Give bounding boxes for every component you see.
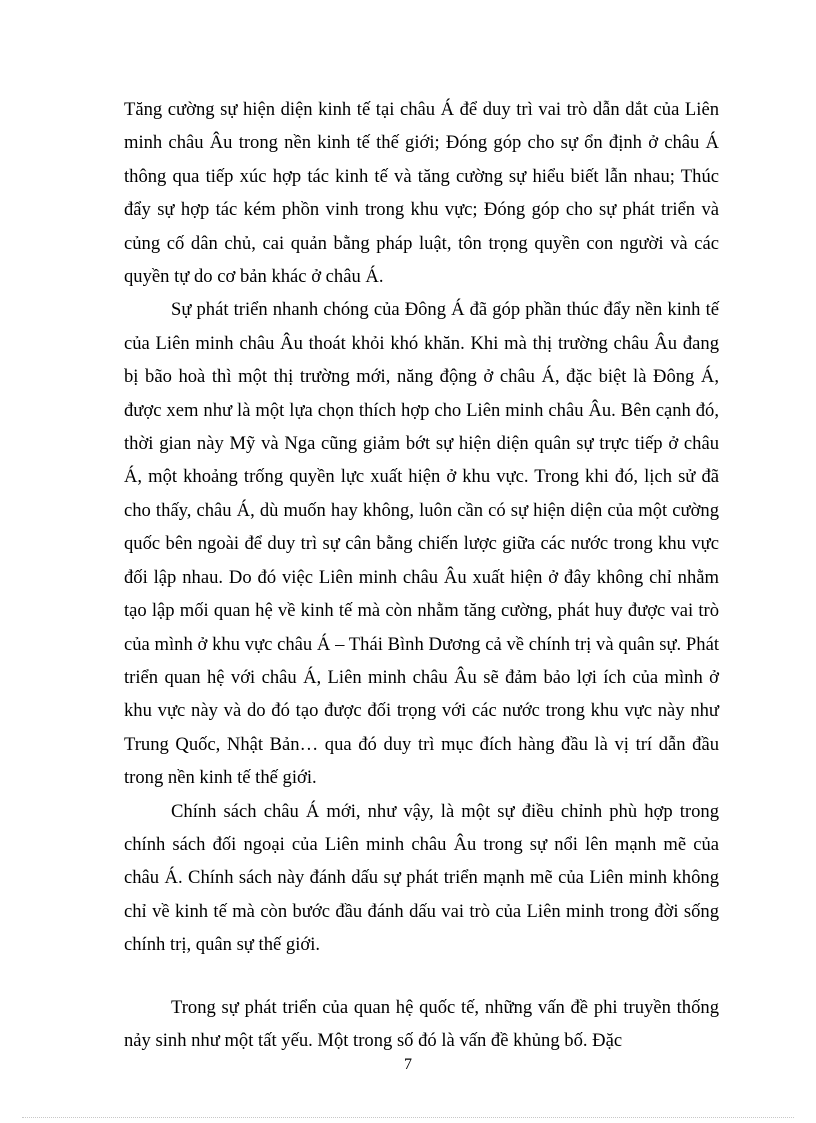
paragraph-4: Trong sự phát triển của quan hệ quốc tế, những vấn đề phi truyền thống nảy sinh như một tất yếu. Một trong số đó là vấn đề khủng bố. Đặc — [124, 996, 719, 1051]
body-text — [124, 93, 719, 1057]
page-number: 7 — [404, 1056, 412, 1073]
page-bottom-divider — [22, 1117, 794, 1118]
paragraph-gap — [124, 962, 719, 991]
paragraph-3: Chính sách châu Á mới, như vậy, là một sự điều chỉnh phù hợp trong chính sách đối ngoại của Liên minh châu Âu trong sự nổi lên mạnh mẽ của châu Á. Chính sách này đánh dấu sự phát triển mạnh mẽ của Liên minh không chỉ về kinh tế mà còn bước đầu đánh dấu vai trò của Liên minh trong đời sống chính trị, quân sự thế giới. — [124, 800, 719, 956]
paragraph-2: Sự phát triển nhanh chóng của Đông Á đã góp phần thúc đẩy nền kinh tế của Liên minh châu Âu thoát khỏi khó khăn. Khi mà thị trường châu Âu đang bị bão hoà thì một thị trường mới, năng động ở châu Á, đặc biệt là Đông Á, được xem như là một lựa chọn thích hợp cho Liên minh châu Âu. Bên cạnh đó, thời gian này Mỹ và Nga cũng giảm bớt sự hiện diện quân sự trực tiếp ở châu Á, một khoảng trống quyền lực xuất hiện ở khu vực. Trong khi đó, lịch sử đã cho thấy, châu Á, dù muốn hay không, luôn cần có sự hiện diện của một cường quốc bên ngoài để duy trì sự cân bằng chiến lược giữa các nước trong khu vực đối lập nhau. Do đó việc Liên minh châu Âu xuất hiện ở đây không chỉ nhằm tạo lập mối quan hệ về kinh tế mà còn nhằm tăng cường, phát huy được vai trò của mình ở khu vực châu Á – Thái Bình Dương cả về chính trị và quân sự. Phát triển quan hệ với châu Á, Liên minh châu Âu sẽ đảm bảo lợi ích của mình ở khu vực này và do đó tạo được đối trọng với các nước trong khu vực này như Trung Quốc, Nhật Bản… qua đó duy trì mục đích hàng đầu là vị trí dẫn đầu trong nền kinh tế thế giới. — [124, 299, 719, 789]
paragraph-1: Tăng cường sự hiện diện kinh tế tại châu Á để duy trì vai trò dẫn dắt của Liên minh châu Âu trong nền kinh tế thế giới; Đóng góp cho sự ổn định ở châu Á thông qua tiếp xúc hợp tác kinh tế và tăng cường sự hiểu biết lẫn nhau; Thúc đẩy sự hợp tác kém phồn vinh trong khu vực; Đóng góp cho sự phát triển và củng cố dân chủ, cai quản bằng pháp luật, tôn trọng quyền con người và các quyền tự do cơ bản khác ở châu Á. — [124, 99, 719, 288]
